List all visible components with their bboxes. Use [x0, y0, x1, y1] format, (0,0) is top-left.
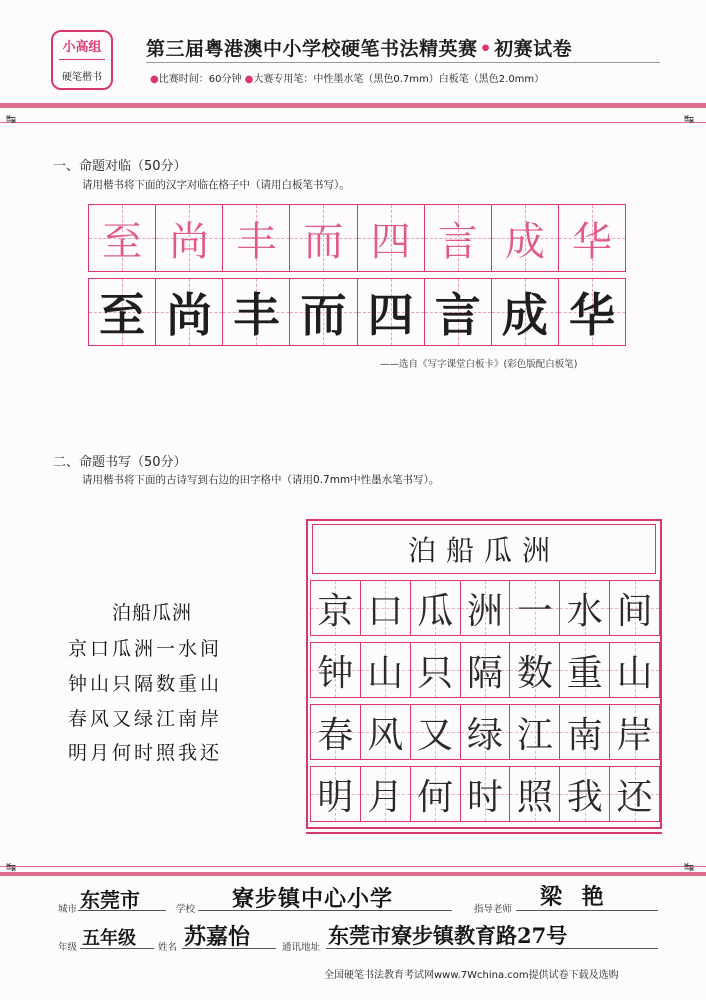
- written-cell: [559, 279, 625, 345]
- city-underline: [78, 910, 166, 911]
- grid-cell: [560, 767, 610, 821]
- writing-grid-row: [310, 642, 660, 698]
- badge-group-label: 小高组: [62, 40, 102, 55]
- exam-time: 比赛时间：60分钟: [158, 74, 242, 85]
- grid-char: 江: [516, 714, 553, 756]
- grid-char: 春: [317, 714, 354, 756]
- grid-char: 钟: [317, 652, 354, 694]
- model-char: 而: [303, 218, 344, 265]
- grid-char: 水: [566, 590, 603, 632]
- model-cell: [290, 205, 357, 271]
- scroll-ornament-right-icon: ↹: [684, 860, 695, 874]
- model-char: 至: [102, 218, 143, 265]
- writing-grid-row: [310, 766, 660, 822]
- grid-cell: [311, 581, 361, 635]
- grid-char: 南: [566, 714, 603, 756]
- grid-char: 口: [367, 590, 404, 632]
- grid-char: 又: [417, 714, 454, 756]
- exam-pen: 大赛专用笔：中性墨水笔（黑色0.7mm）白板笔（黑色2.0mm）: [253, 74, 545, 85]
- model-char: 丰: [236, 218, 277, 265]
- address-label: 通讯地址: [282, 942, 321, 953]
- poem-line: 春风又绿江南岸: [68, 708, 223, 730]
- teacher-label: 指导老师: [474, 904, 513, 915]
- writing-grid-bottom-rule: [306, 832, 662, 834]
- written-char: 丰: [233, 288, 280, 342]
- written-char-grid: [88, 278, 626, 346]
- name-label: 姓名: [158, 942, 178, 953]
- city-value: 东莞市: [80, 888, 140, 912]
- model-char: 成: [504, 218, 545, 265]
- grid-cell: [610, 581, 659, 635]
- footer-website-note: 全国硬笔书法教育考试网www.7Wchina.com提供试卷下载及选购: [324, 970, 619, 981]
- written-cell: [156, 279, 223, 345]
- grid-char: 山: [367, 652, 404, 694]
- header-pink-bar: [0, 103, 706, 108]
- model-cell: [156, 205, 223, 271]
- grid-char: 何: [417, 776, 454, 818]
- section1-title: 一、命题对临（50分）: [53, 159, 187, 174]
- teacher-value: 梁 艳: [540, 884, 610, 910]
- written-char: 华: [568, 288, 615, 342]
- address-underline: [326, 948, 658, 949]
- writing-grid-row: [310, 580, 660, 636]
- grid-cell: [510, 581, 560, 635]
- grid-cell: [361, 705, 411, 759]
- school-label: 学校: [176, 904, 196, 915]
- grid-char: 照: [516, 776, 553, 818]
- group-badge: [51, 30, 113, 90]
- grid-cell: [610, 767, 659, 821]
- scroll-ornament-left-icon: ↹: [6, 112, 17, 126]
- footer-pink-bar: [0, 872, 706, 876]
- source-citation: ——选自《写字课堂白板卡》(彩色版配白板笔): [380, 359, 578, 370]
- scroll-ornament-right-icon: ↹: [684, 112, 695, 126]
- name-value: 苏嘉怡: [184, 924, 251, 950]
- info-bullet-2: ●: [244, 74, 254, 85]
- grid-cell: [311, 705, 361, 759]
- grid-cell: [411, 767, 461, 821]
- written-cell: [290, 279, 357, 345]
- written-char: 四: [367, 288, 414, 342]
- model-cell: [358, 205, 425, 271]
- grid-char: 一: [516, 590, 553, 632]
- grid-cell: [411, 643, 461, 697]
- grid-char: 时: [467, 776, 504, 818]
- grid-char: 还: [616, 776, 653, 818]
- section2-title: 二、命题书写（50分）: [53, 455, 187, 470]
- grid-cell: [361, 581, 411, 635]
- grid-char: 月: [367, 776, 404, 818]
- grid-char: 只: [417, 652, 454, 694]
- school-underline: [198, 910, 452, 911]
- grid-char: 瓜: [417, 590, 454, 632]
- section1-instruction: 请用楷书将下面的汉字对临在格子中（请用白板笔书写）。: [82, 179, 350, 191]
- model-char: 华: [571, 218, 612, 265]
- grade-label: 年级: [58, 942, 78, 953]
- grid-cell: [461, 767, 511, 821]
- written-cell: [492, 279, 559, 345]
- grid-cell: [610, 705, 659, 759]
- written-cell: [425, 279, 492, 345]
- grid-cell: [510, 767, 560, 821]
- footer-divider-line: [0, 866, 706, 867]
- written-char: 言: [434, 288, 481, 342]
- grid-cell: [311, 767, 361, 821]
- city-label: 城市: [58, 904, 78, 915]
- writing-grid-row: [310, 704, 660, 760]
- grid-char: 京: [317, 590, 354, 632]
- header-divider-line: [0, 122, 706, 123]
- grid-cell: [411, 705, 461, 759]
- badge-divider: [59, 59, 105, 60]
- address-value: 东莞市寮步镇教育路27号: [328, 923, 568, 948]
- grid-cell: [461, 581, 511, 635]
- grade-underline: [80, 948, 154, 949]
- grid-cell: [461, 643, 511, 697]
- model-char-grid: [88, 204, 626, 272]
- written-char: 而: [300, 288, 347, 342]
- grid-char: 隔: [467, 652, 504, 694]
- model-char: 四: [370, 218, 411, 265]
- grid-cell: [361, 643, 411, 697]
- grid-cell: [510, 705, 560, 759]
- title-dot: •: [479, 38, 493, 60]
- model-cell: [89, 205, 156, 271]
- writing-grid-title-box: [312, 524, 656, 574]
- poem-line: 京口瓜洲一水间: [68, 638, 223, 660]
- grid-cell: [411, 581, 461, 635]
- written-char: 尚: [166, 288, 213, 342]
- page-title: [146, 34, 572, 61]
- title-sub: 初赛试卷: [494, 38, 573, 60]
- grid-char: 明: [317, 776, 354, 818]
- grade-value: 五年级: [82, 928, 136, 949]
- written-cell: [89, 279, 156, 345]
- exam-info: [150, 70, 544, 85]
- model-cell: [492, 205, 559, 271]
- school-value: 寮步镇中心小学: [232, 886, 394, 912]
- model-cell: [223, 205, 290, 271]
- model-cell: [559, 205, 625, 271]
- grid-char: 重: [566, 652, 603, 694]
- info-bullet-1: ●: [150, 74, 159, 85]
- teacher-underline: [516, 910, 658, 911]
- grid-cell: [361, 767, 411, 821]
- title-underline: [146, 62, 660, 63]
- poem-line: 明月何时照我还: [68, 742, 223, 764]
- grid-cell: [560, 581, 610, 635]
- grid-char: 间: [616, 590, 653, 632]
- grid-cell: [560, 643, 610, 697]
- model-char: 尚: [169, 218, 210, 265]
- badge-style-label: 硬笔楷书: [62, 72, 102, 83]
- grid-cell: [510, 643, 560, 697]
- grid-char: 绿: [467, 714, 504, 756]
- grid-char: 风: [367, 714, 404, 756]
- writing-grid-title: 泊船瓜洲: [407, 534, 560, 567]
- grid-char: 洲: [467, 590, 504, 632]
- grid-char: 山: [616, 652, 653, 694]
- name-underline: [182, 948, 276, 949]
- scroll-ornament-left-icon: ↹: [6, 860, 17, 874]
- grid-cell: [560, 705, 610, 759]
- poem-title: 泊船瓜洲: [112, 602, 193, 624]
- poem-line: 钟山只隔数重山: [68, 673, 223, 695]
- model-char: 言: [437, 218, 478, 265]
- written-char: 成: [501, 288, 548, 342]
- grid-cell: [461, 705, 511, 759]
- written-char: 至: [99, 288, 146, 342]
- grid-cell: [610, 643, 659, 697]
- grid-cell: [311, 643, 361, 697]
- grid-char: 我: [566, 776, 603, 818]
- model-cell: [425, 205, 492, 271]
- written-cell: [223, 279, 290, 345]
- written-cell: [358, 279, 425, 345]
- grid-char: 岸: [616, 714, 653, 756]
- title-main: 第三届粤港澳中小学校硬笔书法精英赛: [146, 38, 478, 60]
- section2-instruction: 请用楷书将下面的古诗写到右边的田字格中（请用0.7mm中性墨水笔书写）。: [82, 474, 440, 486]
- grid-char: 数: [516, 652, 553, 694]
